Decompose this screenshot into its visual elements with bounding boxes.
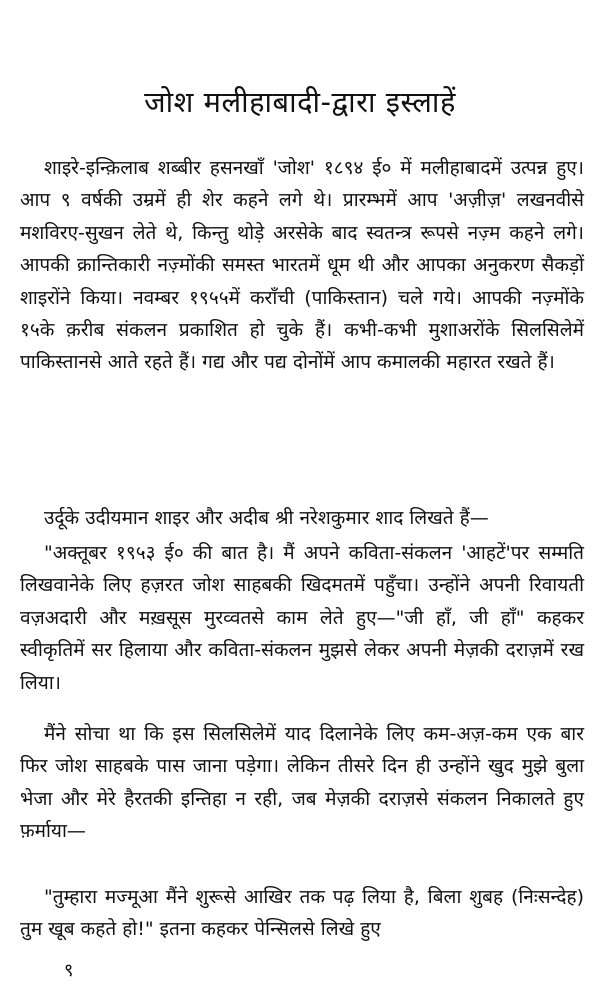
writer-intro-paragraph: उर्दूके उदीयमान शाइर और अदीब श्री नरेशकुमार शाद लिखते हैं— <box>44 507 489 529</box>
page-number: ९ <box>64 960 74 981</box>
intro-paragraph: शाइरे-इन्क़िलाब शब्बीर हसनखाँ 'जोश' १८९४ ई० में मलीहाबादमें उत्पन्न हुए। आप ९ वर्षकी उम्रमें ही शेर कहने लगे थे। प्रारम्भमें आप 'अज़ीज़' लखनवीसे मशविरए-सुखन लेते थे, किन्तु थोड़े अरसेके बाद स्वतन्त्र रूपसे नज़्म कहने लगे। आपकी क्रान्तिकारी नज़्मोंकी समस्त भारतमें धूम थी और आपका अनुकरण सैकड़ों शाइरोंने किया। नवम्बर १९५५में कराँची (पाकिस्तान) चले गये। आपकी नज़्मोंके १५के क़रीब संकलन प्रकाशित हो चुके हैं। कभी-कभी मुशाअरोंके सिलसिलेमें पाकिस्तानसे आते रहते हैं। गद्य और पद्य दोनोंमें आप कमालकी महारत रखते हैं। <box>20 157 584 374</box>
quote-paragraph-1: "अक्तूबर १९५३ ई० की बात है। मैं अपने कविता-संकलन 'आहटें'पर सम्मति लिखवानेके लिए हज़रत जोश साहबकी खिदमतमें पहुँचा। उन्होंने अपनी रिवायती वज़अदारी और मख़सूस मुरव्वतसे काम लेते हुए—"जी हाँ, जी हाँ" कहकर स्वीकृतिमें सर हिलाया और कविता-संकलन मुझसे लेकर अपनी मेज़की दराज़में रख लिया। <box>20 542 584 694</box>
quote-paragraph-2: मैंने सोचा था कि इस सिलसिलेमें याद दिलानेके लिए कम-अज़-कम एक बार फिर जोश साहबके पास जाना पड़ेगा। लेकिन तीसरे दिन ही उन्होंने खुद मुझे बुला भेजा और मेरे हैरतकी इन्तिहा न रही, जब मेज़की दराज़से संकलन निकालते हुए फ़र्माया— <box>20 723 584 843</box>
quote-paragraph-3: "तुम्हारा मज्मूआ मैंने शुरूसे आखिर तक पढ़ लिया है, बिला शुबह (निःसन्देह) तुम खूब कहते हो!" इतना कहकर पेन्सिलसे लिखे हुए <box>20 886 584 941</box>
page-title: जोश मलीहाबादी-द्वारा इस्लाहें <box>144 85 456 119</box>
